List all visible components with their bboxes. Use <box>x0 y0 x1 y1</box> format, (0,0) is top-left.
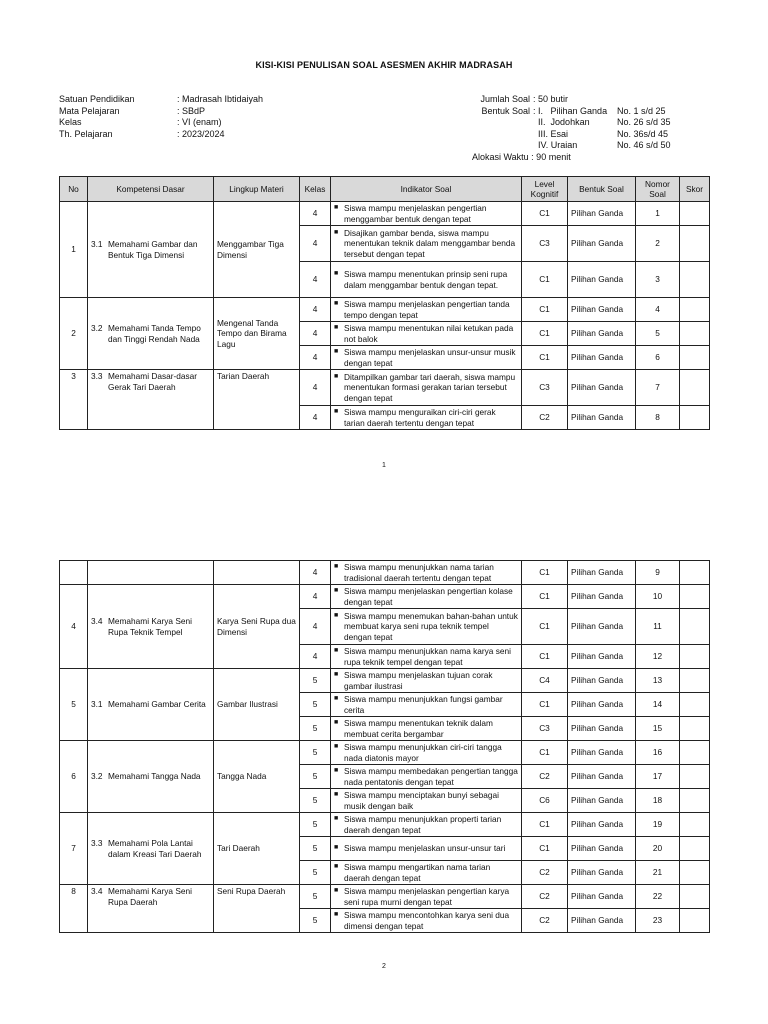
cell-indikator <box>331 585 522 609</box>
cell-kompetensi-dasar <box>88 669 214 741</box>
cell-kelas: 4 <box>300 561 331 585</box>
cell-skor <box>680 693 710 717</box>
cell-skor <box>680 322 710 346</box>
cell-level-kognitif: C1 <box>522 645 568 669</box>
cell-bentuk-soal: Pilihan Ganda <box>568 669 636 693</box>
bentuk-range: No. 1 s/d 25 <box>617 105 666 116</box>
cell-kelas: 5 <box>300 741 331 765</box>
cell-skor <box>680 717 710 741</box>
cell-level-kognitif: C1 <box>522 202 568 226</box>
indikator-text: Siswa mampu menunjukkan properti tarian daerah dengan tepat <box>344 814 502 835</box>
cell-skor <box>680 813 710 837</box>
cell-lingkup-materi: Seni Rupa Daerah <box>214 885 300 933</box>
header-skor: Skor <box>680 177 710 202</box>
cell-indikator <box>331 370 522 406</box>
bentuk-item <box>533 140 617 152</box>
cell-kompetensi-dasar <box>88 202 214 298</box>
cell-lingkup-materi <box>214 561 300 585</box>
indikator-text: Siswa mampu menentukan prinsip seni rupa dalam menggambar bentuk dengan tepat. <box>344 269 508 290</box>
table-body <box>60 202 710 430</box>
table-row <box>60 885 710 909</box>
bullet-icon: ■ <box>334 563 339 570</box>
page-number: 1 <box>382 462 386 469</box>
kd-text: Memahami Dasar-dasar Gerak Tari Daerah <box>108 371 197 392</box>
bullet-icon: ■ <box>334 815 339 822</box>
table-row <box>60 669 710 693</box>
header-indikator-soal: Indikator Soal <box>331 177 522 202</box>
cell-kelas: 4 <box>300 226 331 262</box>
kisi-table-page-2 <box>59 560 710 933</box>
indikator-text: Siswa mampu mengartikan nama tarian daerah dengan tepat <box>344 862 491 883</box>
cell-level-kognitif: C1 <box>522 609 568 645</box>
table-row <box>60 561 710 585</box>
cell-lingkup-materi: Tari Daerah <box>214 813 300 885</box>
table-row <box>60 741 710 765</box>
indikator-text: Siswa mampu menentukan nilai ketukan pada not balok <box>344 323 514 344</box>
cell-indikator <box>331 322 522 346</box>
cell-bentuk-soal: Pilihan Ganda <box>568 226 636 262</box>
cell-no: 4 <box>60 585 88 669</box>
cell-indikator <box>331 693 522 717</box>
bentuk-range: No. 36s/d 45 <box>617 128 669 139</box>
bullet-icon: ■ <box>334 767 339 774</box>
cell-kompetensi-dasar <box>88 585 214 669</box>
cell-skor <box>680 909 710 933</box>
bullet-icon: ■ <box>334 408 339 415</box>
kd-number: 3.4 <box>91 886 103 896</box>
kd-text: Memahami Tangga Nada <box>108 771 201 782</box>
cell-nomor-soal: 15 <box>636 717 680 741</box>
cell-indikator <box>331 262 522 298</box>
header-lingkup-materi: Lingkup Materi <box>214 177 300 202</box>
cell-bentuk-soal: Pilihan Ganda <box>568 561 636 585</box>
indikator-text: Siswa mampu menciptakan bunyi sebagai musik dengan baik <box>344 790 499 811</box>
cell-level-kognitif: C2 <box>522 909 568 933</box>
indikator-text: Siswa mampu menunjukkan fungsi gambar cerita <box>344 694 503 715</box>
header-nomor-soal: Nomor Soal <box>636 177 680 202</box>
cell-indikator <box>331 346 522 370</box>
indikator-text: Siswa mampu mencontohkan karya seni dua dimensi dengan tepat <box>344 910 510 931</box>
cell-indikator <box>331 789 522 813</box>
cell-nomor-soal: 7 <box>636 370 680 406</box>
info-value: : 2023/2024 <box>177 128 225 139</box>
bullet-icon: ■ <box>334 695 339 702</box>
cell-level-kognitif: C1 <box>522 561 568 585</box>
cell-indikator <box>331 861 522 885</box>
kisi-table-page-1 <box>59 176 710 430</box>
header-kompetensi-dasar: Kompetensi Dasar <box>88 177 214 202</box>
table-row <box>60 813 710 837</box>
cell-indikator <box>331 813 522 837</box>
indikator-text: Siswa mampu menjelaskan pengertian kolase dengan tepat <box>344 586 513 607</box>
bentuk-range: No. 46 s/d 50 <box>617 140 671 150</box>
table-header-row <box>60 177 710 202</box>
cell-level-kognitif: C1 <box>522 693 568 717</box>
cell-no: 7 <box>60 813 88 885</box>
kd-text: Memahami Karya Seni Rupa Teknik Tempel <box>108 616 192 637</box>
cell-indikator <box>331 226 522 262</box>
cell-bentuk-soal: Pilihan Ganda <box>568 202 636 226</box>
bentuk-item <box>533 129 617 141</box>
info-label: Mata Pelajaran <box>59 105 120 116</box>
document-title: KISI-KISI PENULISAN SOAL ASESMEN AKHIR MADRASAH <box>255 60 513 70</box>
cell-bentuk-soal: Pilihan Ganda <box>568 885 636 909</box>
cell-nomor-soal: 13 <box>636 669 680 693</box>
cell-skor <box>680 645 710 669</box>
indikator-text: Siswa mampu menunjukkan nama karya seni rupa teknik tempel dengan tepat <box>344 646 511 667</box>
bentuk-soal-label: Bentuk Soal <box>481 105 530 116</box>
cell-no: 2 <box>60 298 88 370</box>
cell-level-kognitif: C1 <box>522 262 568 298</box>
bullet-icon: ■ <box>334 671 339 678</box>
info-value: : VI (enam) <box>177 117 222 127</box>
cell-nomor-soal: 14 <box>636 693 680 717</box>
cell-level-kognitif: C3 <box>522 226 568 262</box>
cell-level-kognitif: C1 <box>522 741 568 765</box>
cell-indikator <box>331 717 522 741</box>
cell-bentuk-soal: Pilihan Ganda <box>568 837 636 861</box>
table-row <box>60 370 710 406</box>
kd-text: Memahami Pola Lantai dalam Kreasi Tari Daerah <box>108 838 202 859</box>
cell-level-kognitif: C2 <box>522 406 568 430</box>
info-label: Kelas <box>59 117 82 127</box>
cell-nomor-soal: 17 <box>636 765 680 789</box>
bentuk-value: Esai <box>550 128 569 139</box>
cell-kelas: 5 <box>300 765 331 789</box>
kd-number: 3.3 <box>91 838 103 848</box>
bentuk-prefix: : I. <box>533 105 544 116</box>
cell-bentuk-soal: Pilihan Ganda <box>568 585 636 609</box>
info-row <box>59 129 263 141</box>
cell-kelas: 4 <box>300 645 331 669</box>
cell-kelas: 5 <box>300 717 331 741</box>
cell-nomor-soal: 16 <box>636 741 680 765</box>
cell-level-kognitif: C1 <box>522 322 568 346</box>
cell-indikator <box>331 406 522 430</box>
table-row <box>60 202 710 226</box>
jumlah-soal-label: Jumlah Soal <box>480 94 530 104</box>
bentuk-item <box>533 117 617 129</box>
info-label: Satuan Pendidikan <box>59 94 135 104</box>
cell-no: 3 <box>60 370 88 430</box>
bentuk-item <box>533 106 617 118</box>
cell-level-kognitif: C1 <box>522 298 568 322</box>
cell-level-kognitif: C1 <box>522 837 568 861</box>
indikator-text: Siswa mampu menjelaskan pengertian karya seni rupa murni dengan tepat <box>344 886 510 907</box>
cell-skor <box>680 765 710 789</box>
info-row <box>59 117 263 129</box>
bullet-icon: ■ <box>334 844 339 852</box>
cell-no: 6 <box>60 741 88 813</box>
cell-nomor-soal: 18 <box>636 789 680 813</box>
header-bentuk-soal: Bentuk Soal <box>568 177 636 202</box>
bullet-icon: ■ <box>334 743 339 750</box>
bullet-icon: ■ <box>334 270 339 277</box>
cell-nomor-soal: 23 <box>636 909 680 933</box>
cell-kompetensi-dasar <box>88 813 214 885</box>
cell-level-kognitif: C3 <box>522 717 568 741</box>
cell-skor <box>680 669 710 693</box>
kd-number: 3.2 <box>91 323 103 333</box>
cell-level-kognitif: C2 <box>522 765 568 789</box>
cell-bentuk-soal: Pilihan Ganda <box>568 765 636 789</box>
header-level-kognitif: Level Kognitif <box>522 177 568 202</box>
cell-nomor-soal: 4 <box>636 298 680 322</box>
cell-skor <box>680 298 710 322</box>
indikator-text: Siswa mampu menentukan teknik dalam membuat cerita bergambar <box>344 718 493 739</box>
indikator-text: Siswa mampu menguraikan ciri-ciri gerak tarian daerah tertentu dengan tepat <box>344 407 496 428</box>
cell-kelas: 4 <box>300 609 331 645</box>
bullet-icon: ■ <box>334 587 339 594</box>
indikator-text: Siswa mampu menunjukkan ciri-ciri tangga nada diatonis mayor <box>344 742 502 763</box>
bentuk-prefix: III. <box>538 128 549 139</box>
cell-kompetensi-dasar <box>88 885 214 933</box>
bentuk-value: Jodohkan <box>550 117 590 127</box>
cell-indikator <box>331 669 522 693</box>
cell-skor <box>680 370 710 406</box>
indikator-text: Siswa mampu menjelaskan pengertian menggambar bentuk dengan tepat <box>344 203 487 224</box>
cell-bentuk-soal: Pilihan Ganda <box>568 717 636 741</box>
cell-skor <box>680 262 710 298</box>
cell-kelas: 4 <box>300 202 331 226</box>
table-row <box>60 298 710 322</box>
cell-bentuk-soal: Pilihan Ganda <box>568 909 636 933</box>
bentuk-value: Uraian <box>550 140 578 150</box>
cell-skor <box>680 609 710 645</box>
cell-indikator <box>331 909 522 933</box>
info-row <box>472 129 687 141</box>
cell-skor <box>680 585 710 609</box>
cell-nomor-soal: 20 <box>636 837 680 861</box>
cell-bentuk-soal: Pilihan Ganda <box>568 262 636 298</box>
bullet-icon: ■ <box>334 372 339 380</box>
table-row <box>60 585 710 609</box>
header-kelas: Kelas <box>300 177 331 202</box>
bullet-icon: ■ <box>334 324 339 331</box>
cell-bentuk-soal: Pilihan Ganda <box>568 741 636 765</box>
cell-kelas: 5 <box>300 837 331 861</box>
info-row <box>472 117 687 129</box>
bullet-icon: ■ <box>334 611 339 619</box>
cell-bentuk-soal: Pilihan Ganda <box>568 813 636 837</box>
kd-text: Memahami Gambar Cerita <box>108 699 206 710</box>
cell-lingkup-materi: Tangga Nada <box>214 741 300 813</box>
cell-indikator <box>331 202 522 226</box>
kd-number: 3.1 <box>91 239 103 249</box>
cell-level-kognitif: C4 <box>522 669 568 693</box>
kd-number: 3.2 <box>91 771 103 782</box>
cell-indikator <box>331 298 522 322</box>
cell-skor <box>680 202 710 226</box>
cell-nomor-soal: 10 <box>636 585 680 609</box>
cell-bentuk-soal: Pilihan Ganda <box>568 693 636 717</box>
cell-skor <box>680 861 710 885</box>
cell-nomor-soal: 6 <box>636 346 680 370</box>
cell-nomor-soal: 9 <box>636 561 680 585</box>
info-row <box>472 140 687 152</box>
cell-bentuk-soal: Pilihan Ganda <box>568 609 636 645</box>
cell-nomor-soal: 5 <box>636 322 680 346</box>
cell-nomor-soal: 21 <box>636 861 680 885</box>
cell-kelas: 5 <box>300 669 331 693</box>
indikator-text: Disajikan gambar benda, siswa mampu menentukan teknik dalam menggambar benda tersebut dengan tepat <box>344 227 516 259</box>
alokasi-waktu: Alokasi Waktu : 90 menit <box>472 151 571 162</box>
indikator-text: Siswa mampu menemukan bahan-bahan untuk membuat karya seni rupa teknik tempel dengan tepat <box>344 610 518 642</box>
cell-bentuk-soal: Pilihan Ganda <box>568 789 636 813</box>
cell-kelas: 5 <box>300 861 331 885</box>
cell-kompetensi-dasar <box>88 741 214 813</box>
cell-skor <box>680 346 710 370</box>
cell-skor <box>680 885 710 909</box>
bullet-icon: ■ <box>334 204 339 211</box>
header-no: No <box>60 177 88 202</box>
cell-indikator <box>331 609 522 645</box>
cell-nomor-soal: 8 <box>636 406 680 430</box>
cell-lingkup-materi: Gambar Ilustrasi <box>214 669 300 741</box>
info-right <box>472 94 687 163</box>
bullet-icon: ■ <box>334 791 339 798</box>
bullet-icon: ■ <box>334 719 339 726</box>
cell-no: 1 <box>60 202 88 298</box>
indikator-text: Ditampilkan gambar tari daerah, siswa mampu menentukan formasi gerakan tarian tersebut dengan tepat <box>344 371 516 403</box>
kd-text: Memahami Gambar dan Bentuk Tiga Dimensi <box>108 239 198 260</box>
cell-no: 8 <box>60 885 88 933</box>
cell-nomor-soal: 2 <box>636 226 680 262</box>
bentuk-value: Pilihan Ganda <box>550 105 608 116</box>
cell-kelas: 5 <box>300 789 331 813</box>
info-value: : SBdP <box>177 105 206 116</box>
page-number: 2 <box>382 963 386 970</box>
cell-lingkup-materi: Tarian Daerah <box>214 370 300 430</box>
cell-no <box>60 561 88 585</box>
bullet-icon: ■ <box>334 647 339 654</box>
cell-kelas: 5 <box>300 693 331 717</box>
cell-indikator <box>331 645 522 669</box>
kd-number: 3.3 <box>91 371 103 381</box>
bullet-icon: ■ <box>334 300 339 307</box>
bullet-icon: ■ <box>334 228 339 236</box>
indikator-text: Siswa mampu menjelaskan pengertian tanda tempo dengan tepat <box>344 299 510 320</box>
cell-kompetensi-dasar <box>88 561 214 585</box>
cell-skor <box>680 837 710 861</box>
kd-number: 3.1 <box>91 699 103 710</box>
kd-number: 3.4 <box>91 616 103 626</box>
info-value: : Madrasah Ibtidaiyah <box>177 94 264 104</box>
cell-skor <box>680 226 710 262</box>
cell-kelas: 4 <box>300 370 331 406</box>
cell-no: 5 <box>60 669 88 741</box>
table-body <box>60 561 710 933</box>
cell-lingkup-materi: Mengenal Tanda Tempo dan Birama Lagu <box>214 298 300 370</box>
cell-indikator <box>331 561 522 585</box>
cell-lingkup-materi: Karya Seni Rupa dua Dimensi <box>214 585 300 669</box>
cell-level-kognitif: C1 <box>522 346 568 370</box>
cell-indikator <box>331 741 522 765</box>
cell-bentuk-soal: Pilihan Ganda <box>568 346 636 370</box>
cell-level-kognitif: C2 <box>522 861 568 885</box>
cell-nomor-soal: 19 <box>636 813 680 837</box>
cell-kompetensi-dasar <box>88 298 214 370</box>
cell-skor <box>680 561 710 585</box>
info-label: Th. Pelajaran <box>59 128 113 139</box>
indikator-text: Siswa mampu menjelaskan unsur-unsur musik dengan tepat <box>344 347 516 368</box>
info-row <box>472 106 687 118</box>
bullet-icon: ■ <box>334 348 339 355</box>
indikator-text: Siswa mampu menunjukkan nama tarian tradisional daerah tertentu dengan tepat <box>344 562 494 583</box>
info-row <box>472 94 687 106</box>
cell-bentuk-soal: Pilihan Ganda <box>568 861 636 885</box>
cell-bentuk-soal: Pilihan Ganda <box>568 645 636 669</box>
cell-indikator <box>331 885 522 909</box>
indikator-text: Siswa mampu membedakan pengertian tangga nada pentatonis dengan tepat <box>344 766 518 787</box>
cell-kelas: 5 <box>300 813 331 837</box>
cell-kelas: 5 <box>300 909 331 933</box>
cell-bentuk-soal: Pilihan Ganda <box>568 322 636 346</box>
cell-indikator <box>331 765 522 789</box>
cell-level-kognitif: C1 <box>522 813 568 837</box>
cell-kelas: 4 <box>300 262 331 298</box>
indikator-text: Siswa mampu menjelaskan unsur-unsur tari <box>344 843 506 854</box>
cell-level-kognitif: C3 <box>522 370 568 406</box>
info-row <box>59 106 263 118</box>
cell-nomor-soal: 12 <box>636 645 680 669</box>
cell-skor <box>680 741 710 765</box>
bullet-icon: ■ <box>334 863 339 870</box>
cell-bentuk-soal: Pilihan Ganda <box>568 370 636 406</box>
info-row <box>59 94 263 106</box>
cell-bentuk-soal: Pilihan Ganda <box>568 406 636 430</box>
bullet-icon: ■ <box>334 887 339 894</box>
jumlah-soal-value: : 50 butir <box>533 94 569 104</box>
bentuk-prefix: II. <box>538 117 546 127</box>
cell-kelas: 4 <box>300 585 331 609</box>
cell-kelas: 4 <box>300 346 331 370</box>
cell-bentuk-soal: Pilihan Ganda <box>568 298 636 322</box>
cell-kelas: 5 <box>300 885 331 909</box>
indikator-text: Siswa mampu menjelaskan tujuan corak gambar ilustrasi <box>344 670 493 691</box>
info-left <box>59 94 263 140</box>
bullet-icon: ■ <box>334 911 339 918</box>
cell-level-kognitif: C6 <box>522 789 568 813</box>
cell-level-kognitif: C2 <box>522 885 568 909</box>
cell-kelas: 4 <box>300 406 331 430</box>
kd-text: Memahami Tanda Tempo dan Tinggi Rendah Nada <box>108 323 201 344</box>
cell-skor <box>680 789 710 813</box>
cell-indikator <box>331 837 522 861</box>
bentuk-range: No. 26 s/d 35 <box>617 117 671 127</box>
cell-kelas: 4 <box>300 322 331 346</box>
cell-skor <box>680 406 710 430</box>
cell-lingkup-materi: Menggambar Tiga Dimensi <box>214 202 300 298</box>
cell-nomor-soal: 1 <box>636 202 680 226</box>
cell-nomor-soal: 3 <box>636 262 680 298</box>
cell-level-kognitif: C1 <box>522 585 568 609</box>
cell-nomor-soal: 11 <box>636 609 680 645</box>
kd-text: Memahami Karya Seni Rupa Daerah <box>108 886 192 907</box>
cell-nomor-soal: 22 <box>636 885 680 909</box>
bentuk-prefix: IV. <box>538 140 549 150</box>
cell-kompetensi-dasar <box>88 370 214 430</box>
cell-kelas: 4 <box>300 298 331 322</box>
